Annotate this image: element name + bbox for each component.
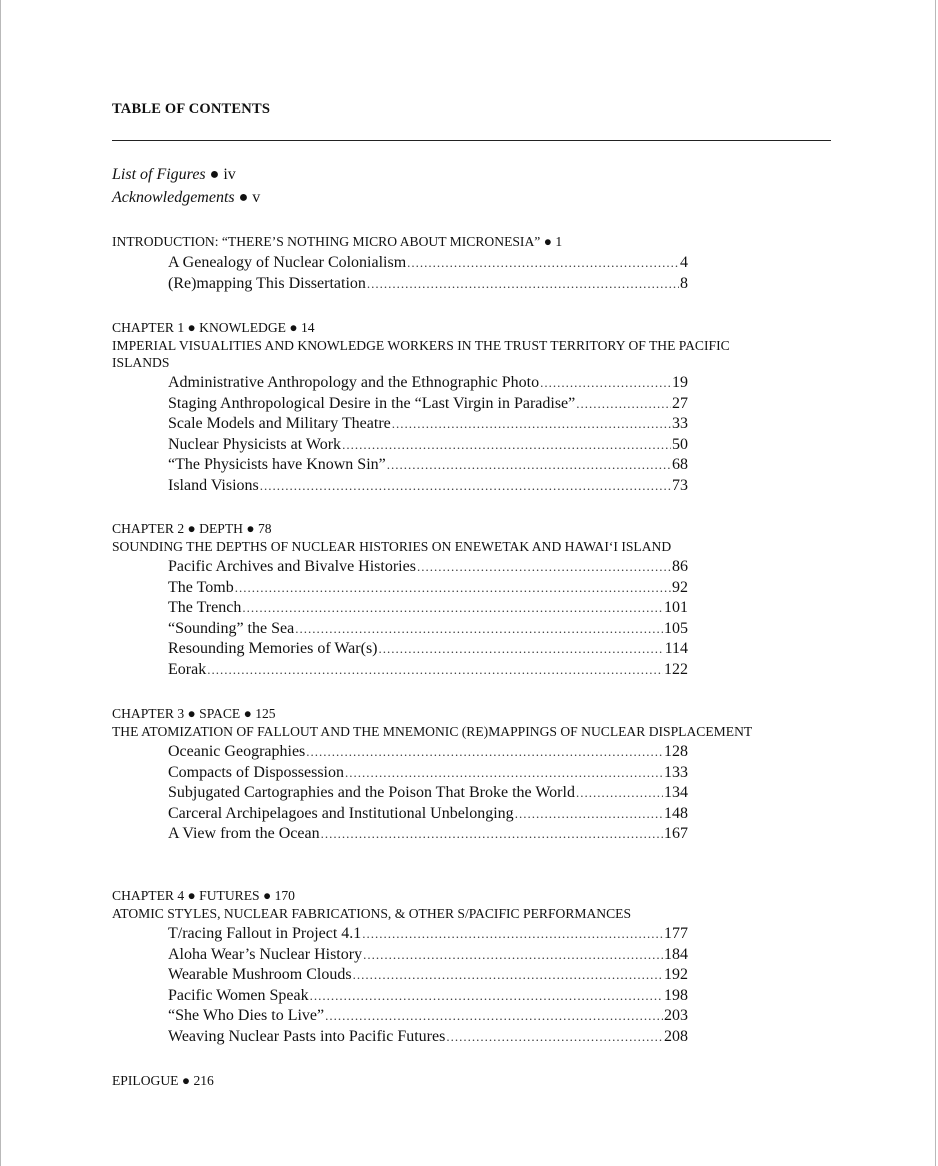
front-matter-page: v (252, 189, 261, 206)
chapter-subtitle: ATOMIC STYLES, NUCLEAR FABRICATIONS, & OTHER S/PACIFIC PERFORMANCES (112, 906, 632, 921)
dot-leader (235, 578, 671, 599)
front-matter-label: Acknowledgements (112, 189, 235, 206)
chapter-3-section (112, 705, 772, 845)
toc-entry-title: Aloha Wear’s Nuclear History (168, 945, 363, 963)
toc-entry-page: 128 (664, 743, 688, 760)
toc-list (112, 742, 772, 845)
dot-leader (540, 373, 671, 394)
toc-entry-title: Wearable Mushroom Clouds (168, 966, 352, 984)
toc-entry-title: A View from the Ocean (168, 825, 320, 843)
toc-entry-page: 208 (664, 1027, 688, 1045)
toc-entry-page: 167 (664, 825, 688, 843)
epilogue-section (112, 1072, 772, 1090)
toc-entry (168, 253, 688, 274)
dot-leader (242, 598, 663, 619)
introduction-section (112, 233, 772, 294)
toc-entry-title: Compacts of Dispossession (168, 763, 344, 781)
bullet-separator: ● (238, 189, 249, 206)
chapter-heading: CHAPTER 3 ● SPACE ● 125 (112, 706, 276, 721)
title-rule (112, 140, 831, 141)
chapter-subtitle: IMPERIAL VISUALITIES AND KNOWLEDGE WORKERS IN THE TRUST TERRITORY OF THE PACIFIC ISLANDS (112, 338, 730, 370)
toc-entry-page: 73 (672, 476, 688, 494)
dot-leader (515, 804, 663, 825)
chapter-4-section (112, 887, 772, 1048)
toc-entry (168, 476, 688, 497)
chapter-2-section (112, 520, 772, 681)
toc-entry-title: “She Who Dies to Live” (168, 1007, 325, 1025)
toc-entry-page: 203 (664, 1007, 688, 1025)
toc-entry (168, 394, 688, 415)
toc-entry-title: Scale Models and Military Theatre (168, 415, 391, 433)
toc-entry-title: Oceanic Geographies (168, 743, 306, 760)
toc-entry-page: 184 (664, 945, 688, 963)
toc-entry-title: Carceral Archipelagoes and Institutional Unbelonging (168, 804, 514, 822)
front-matter-label: List of Figures (112, 166, 206, 183)
toc-entry (168, 274, 688, 295)
dot-leader (362, 924, 663, 945)
toc-entry (168, 1006, 688, 1027)
toc-entry (168, 435, 688, 456)
front-matter-acknowledgements (112, 189, 260, 207)
dot-leader (363, 945, 663, 966)
toc-entry (168, 924, 688, 945)
toc-entry-page: 101 (664, 599, 688, 617)
toc-entry (168, 742, 688, 763)
toc-entry-page: 50 (672, 435, 688, 453)
dot-leader (417, 557, 671, 578)
toc-entry-title: Administrative Anthropology and the Ethnographic Photo (168, 374, 540, 391)
chapter-heading: CHAPTER 4 ● FUTURES ● 170 (112, 888, 295, 903)
toc-entry (168, 986, 688, 1007)
page-title: TABLE OF CONTENTS (112, 101, 271, 117)
dot-leader (342, 435, 671, 456)
toc-entry-title: Resounding Memories of War(s) (168, 640, 378, 658)
toc-entry-page: 33 (672, 415, 688, 433)
chapter-subtitle: THE ATOMIZATION OF FALLOUT AND THE MNEMONIC (RE)MAPPINGS OF NUCLEAR DISPLACEMENT (112, 724, 753, 739)
toc-entry (168, 1027, 688, 1048)
toc-entry (168, 945, 688, 966)
toc-entry (168, 824, 688, 845)
dot-leader (446, 1027, 663, 1048)
dot-leader (387, 455, 671, 476)
toc-list (112, 924, 772, 1048)
toc-entry-page: 122 (664, 660, 688, 678)
toc-entry-title: Nuclear Physicists at Work (168, 435, 342, 453)
toc-entry-page: 68 (672, 456, 688, 474)
dot-leader (576, 783, 663, 804)
toc-entry-page: 114 (664, 640, 688, 658)
toc-entry-title: Island Visions (168, 476, 259, 494)
chapter-1-section (112, 319, 772, 497)
dot-leader (392, 414, 671, 435)
dot-leader (345, 763, 663, 784)
dot-leader (325, 1006, 663, 1027)
toc-entry-page: 27 (672, 394, 688, 412)
toc-entry-title: “The Physicists have Known Sin” (168, 456, 386, 474)
front-matter-list-of-figures (112, 166, 236, 184)
toc-entry (168, 455, 688, 476)
front-matter-page: iv (223, 166, 236, 183)
toc-entry-title: The Trench (168, 599, 242, 617)
toc-entry-page: 133 (664, 763, 688, 781)
dot-leader (295, 619, 663, 640)
toc-entry (168, 619, 688, 640)
toc-entry (168, 660, 688, 681)
toc-entry-title: The Tomb (168, 578, 234, 596)
toc-entry (168, 598, 688, 619)
toc-entry-title: Eorak (168, 660, 207, 678)
dot-leader (207, 660, 663, 681)
toc-entry-page: 148 (664, 804, 688, 822)
toc-entry-page: 19 (672, 374, 688, 391)
dot-leader (353, 965, 663, 986)
toc-entry-title: “Sounding” the Sea (168, 619, 295, 637)
toc-entry (168, 783, 688, 804)
dot-leader (379, 639, 664, 660)
toc-entry-page: 177 (664, 925, 688, 942)
section-heading: INTRODUCTION: “THERE’S NOTHING MICRO ABOUT MICRONESIA” ● 1 (112, 234, 563, 249)
toc-entry (168, 639, 688, 660)
toc-entry (168, 414, 688, 435)
toc-entry-page: 134 (664, 784, 688, 802)
toc-list (112, 253, 772, 294)
toc-entry (168, 373, 688, 394)
dot-leader (310, 986, 663, 1007)
toc-entry (168, 763, 688, 784)
toc-entry-title: Staging Anthropological Desire in the “Last Virgin in Paradise” (168, 394, 576, 412)
toc-list (112, 373, 772, 497)
toc-entry-title: Weaving Nuclear Pasts into Pacific Futures (168, 1027, 446, 1045)
toc-entry-title: Pacific Women Speak (168, 986, 309, 1004)
toc-entry (168, 965, 688, 986)
dot-leader (306, 742, 663, 763)
dot-leader (407, 253, 679, 274)
toc-entry-title: (Re)mapping This Dissertation (168, 274, 366, 292)
chapter-subtitle: SOUNDING THE DEPTHS OF NUCLEAR HISTORIES ON ENEWETAK AND HAWAIʻI ISLAND (112, 539, 672, 554)
bullet-separator: ● (209, 166, 220, 183)
toc-entry-page: 105 (664, 619, 688, 637)
toc-entry-title: Pacific Archives and Bivalve Histories (168, 558, 416, 575)
toc-entry-title: Subjugated Cartographies and the Poison That Broke the World (168, 784, 575, 802)
toc-entry (168, 557, 688, 578)
toc-entry-page: 4 (680, 254, 688, 271)
toc-entry-page: 198 (664, 986, 688, 1004)
dot-leader (321, 824, 663, 845)
chapter-heading: CHAPTER 2 ● DEPTH ● 78 (112, 521, 272, 536)
dot-leader (367, 274, 679, 295)
toc-entry-page: 86 (672, 558, 688, 575)
toc-entry-title: A Genealogy of Nuclear Colonialism (168, 254, 407, 271)
toc-entry-title: T/racing Fallout in Project 4.1 (168, 925, 362, 942)
toc-entry-page: 92 (672, 578, 688, 596)
toc-entry (168, 804, 688, 825)
dot-leader (576, 394, 671, 415)
dot-leader (260, 476, 671, 497)
toc-entry-page: 192 (664, 966, 688, 984)
toc-entry-page: 8 (680, 274, 688, 292)
toc-entry (168, 578, 688, 599)
chapter-heading: CHAPTER 1 ● KNOWLEDGE ● 14 (112, 320, 315, 335)
toc-list (112, 557, 772, 681)
epilogue-heading: EPILOGUE ● 216 (112, 1073, 214, 1088)
